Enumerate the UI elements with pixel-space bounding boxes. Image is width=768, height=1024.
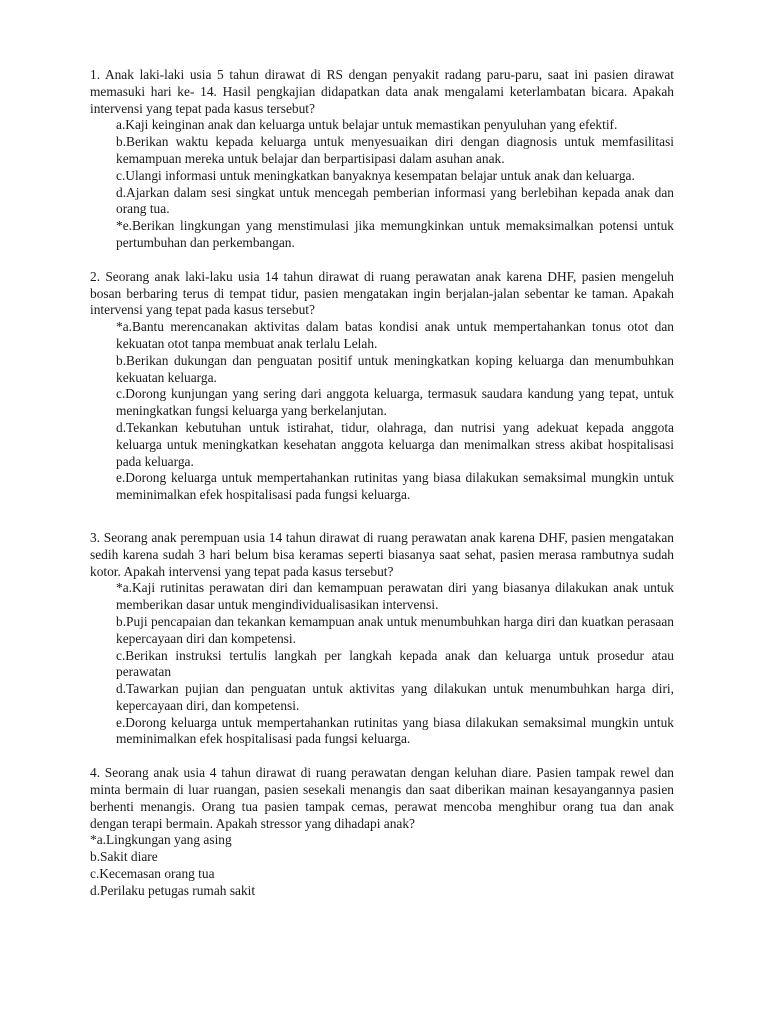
- answer-option: b.Berikan waktu kepada keluarga untuk menyesuaikan diri dengan diagnosis untuk memfasilitasi kemampuan mereka untuk belajar dan berpartisipasi dalam asuhan anak.: [116, 134, 674, 166]
- answer-option: *a.Bantu merencanakan aktivitas dalam batas kondisi anak untuk mempertahankan tonus otot dan kekuatan otot tanpa membuat anak terlalu Lelah.: [116, 319, 674, 351]
- question-3: [90, 530, 674, 748]
- answer-option: c.Berikan instruksi tertulis langkah per langkah kepada anak dan keluarga untuk prosedur atau perawatan: [116, 647, 674, 680]
- question-stem: 3. Seorang anak perempuan usia 14 tahun dirawat di ruang perawatan anak karena DHF, pasien mengatakan sedih karena sudah 3 hari belum bisa keramas seperti biasanya saat sehat, pasien merasa rambutnya sudah kotor. Apakah intervensi yang tepat pada kasus tersebut?: [90, 529, 674, 579]
- answer-option: c.Kecemasan orang tua: [90, 866, 215, 882]
- answer-options: [90, 580, 674, 748]
- answer-option: d.Perilaku petugas rumah sakit: [90, 882, 256, 898]
- answer-option: e.Dorong keluarga untuk mempertahankan rutinitas yang biasa dilakukan semaksimal mungkin untuk meminimalkan efek hospitalisasi pada fungsi keluarga.: [116, 470, 674, 503]
- answer-option: *e.Berikan lingkungan yang menstimulasi jika memungkinkan untuk memaksimalkan potensi untuk pertumbuhan dan perkembangan.: [116, 218, 674, 250]
- answer-option: *a.Lingkungan yang asing: [90, 832, 232, 848]
- answer-option: *a.Kaji rutinitas perawatan diri dan kemampuan perawatan diri yang biasanya dilakukan anak untuk memberikan dasar untuk mengindividualisasikan intervensi.: [116, 580, 674, 613]
- question-4: [90, 765, 674, 899]
- answer-option: c.Dorong kunjungan yang sering dari anggota keluarga, termasuk saudara kandung yang tepat, untuk meningkatkan fungsi keluarga yang berkelanjutan.: [116, 386, 674, 419]
- answer-option: d.Tawarkan pujian dan penguatan untuk aktivitas yang dilakukan untuk menumbuhkan harga diri, kepercayaan diri, dan kompetensi.: [116, 681, 674, 713]
- answer-option: e.Dorong keluarga untuk mempertahankan rutinitas yang biasa dilakukan semaksimal mungkin untuk meminimalkan efek hospitalisasi pada fungsi keluarga.: [116, 714, 674, 747]
- answer-options: [90, 319, 674, 504]
- answer-option: c.Ulangi informasi untuk meningkatkan banyaknya kesempatan belajar untuk anak dan keluarga.: [116, 167, 635, 183]
- document-page: [90, 67, 674, 917]
- answer-option: a.Kaji keinginan anak dan keluarga untuk belajar untuk memastikan penyuluhan yang efektif.: [116, 117, 618, 133]
- answer-option: b.Puji pencapaian dan tekankan kemampuan anak untuk menumbuhkan harga diri dan kuatkan perasaan kepercayaan diri dan kompetensi.: [116, 613, 674, 646]
- answer-option: b.Sakit diare: [90, 849, 158, 865]
- answer-option: b.Berikan dukungan dan penguatan positif untuk meningkatkan koping keluarga dan menumbuhkan kekuatan keluarga.: [116, 352, 674, 385]
- answer-option: d.Tekankan kebutuhan untuk istirahat, tidur, olahraga, dan nutrisi yang adekuat kepada anggota keluarga untuk meningkatkan kesehatan anggota keluarga dan menimalkan stress akibat hospitalisasi pada keluarga.: [116, 419, 674, 469]
- answer-options: [90, 117, 674, 251]
- question-1: [90, 67, 674, 252]
- question-stem: 1. Anak laki-laki usia 5 tahun dirawat di RS dengan penyakit radang paru-paru, saat ini pasien dirawat memasuki hari ke- 14. Hasil pengkajian didapatkan data anak mengalami keterlambatan bicara. Apakah intervensi yang tepat pada kasus tersebut?: [90, 67, 674, 116]
- question-2: [90, 269, 674, 504]
- answer-option: d.Ajarkan dalam sesi singkat untuk mencegah pemberian informasi yang berlebihan kepada anak dan orang tua.: [116, 184, 674, 217]
- question-stem: 4. Seorang anak usia 4 tahun dirawat di ruang perawatan dengan keluhan diare. Pasien tampak rewel dan minta bermain di luar ruangan, pasien sesekali menangis dan saat diberikan mainan kesayangannya pasien berhenti menangis. Orang tua pasien tampak cemas, perawat mencoba menghibur orang tua dan anak dengan terapi bermain. Apakah stressor yang dihadapi anak?: [90, 765, 674, 831]
- question-stem: 2. Seorang anak laki-laku usia 14 tahun dirawat di ruang perawatan anak karena DHF, pasien mengeluh bosan berbaring terus di tempat tidur, pasien mengatakan ingin berjalan-jalan sebentar ke taman. Apakah intervensi yang tepat pada kasus tersebut?: [90, 268, 674, 318]
- answer-options: [90, 832, 674, 899]
